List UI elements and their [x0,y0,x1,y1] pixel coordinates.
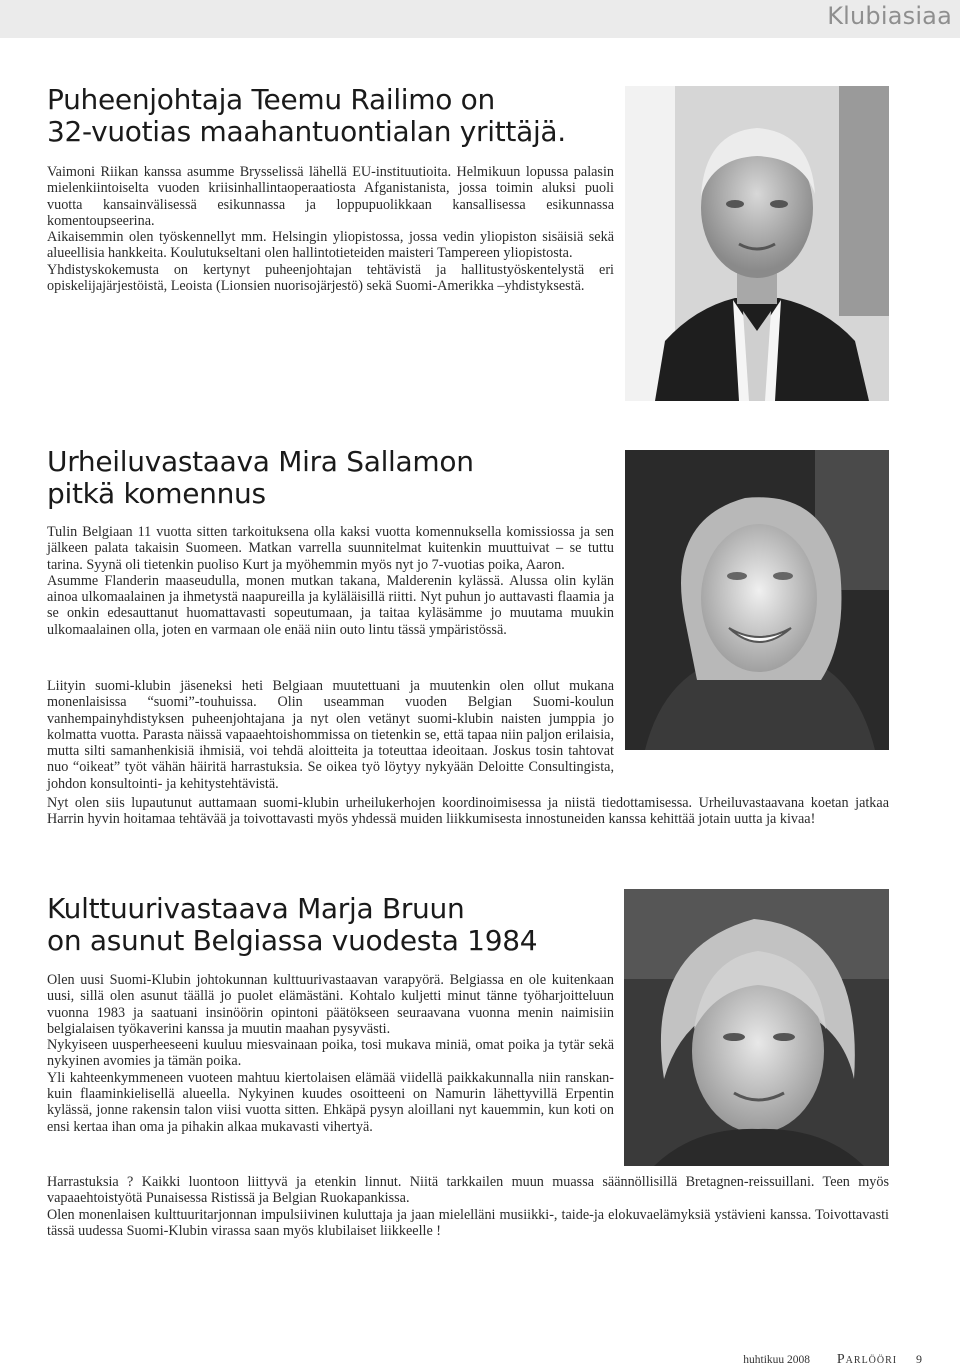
portrait-photo [625,86,889,401]
article-heading [47,893,537,957]
article-body [47,1174,889,1239]
paragraph: Tulin Belgiaan 11 vuotta sitten tarkoituksena olla kaksi vuotta komennuksella komissiossa ja sen jälkeen palata takaisin Suomeen. Matkan varrella suunnitelmat kuitenkin muuttuivat – se tuttu tarina. Syynä oli tietenkin puoliso Kurt ja myöhemmin myös nyt jo 7-vuotias poika, Aaron. [47,524,614,573]
article-body [47,678,614,792]
top-banner [0,0,960,38]
heading-line: Puheenjohtaja Teemu Railimo on [47,83,495,116]
paragraph: Yhdistyskokemusta on kertynyt puheenjohtajan tehtävistä ja hallitustyöskentelystä eri opiskelijajärjestöistä, Leoista (Lionsien nuorisojärjestö) sekä Suomi-Amerikka –yhdistyksestä. [47,261,614,295]
paragraph: Nykyiseen uusperheeseeni kuuluu miesvainaan poika, tosi mukava miniä, omat poika ja tytär sekä nykyinen avomies ja tämän poika. [47,1037,614,1070]
paragraph: Asumme Flanderin maaseudulla, monen mutkan takana, Malderenin kylässä. Alussa olin kylän ainoa ulkomaalainen ja ihmetystä naapureilla ja kyläläisillä riitti. Nyt puhun jo auttavasti flaamia ja se onkin edesauttanut huomattavasti sopeutumaan, ja taitaa kyläsämme jo muutama muukin ulkomaalainen olla, joten en varmaan ole enää niin outo lintu tässä ympäristössä. [47,572,614,638]
paragraph: Olen uusi Suomi-Klubin johtokunnan kulttuurivastaavan varapyörä. Belgiassa en ole kuitenkaan uusi, sillä olen asunut täällä jo puolet elämästäni. Kohtalo kuljetti minut tänne työharjoitteluun vuonna 1983 ja saatuani insinöörin opintoni päätökseen seuraavana vuonna menin naimisiin belgialaisen työkaverini kanssa ja muutin maahan pysyvästi. [47,972,614,1037]
portrait-photo [624,889,889,1166]
issue-date: huhtikuu 2008 [743,1354,811,1366]
section-label: Klubiasiaa [827,2,952,30]
paragraph: Yli kahteenkymmeneen vuoteen mahtuu kiertolaisen elämää viidellä paikkakunnalla niin ranskan- kuin flaaminkielisellä alueella. Nykyinen kuudes osoitteeni on Namurin lähettyvillä Erpentin kylässä, jonne rakensin talon viisi vuotta sitten. Ehkäpä pysyn aloillani nyt kauemmin, kun koti on ensi kertaa ihan oma ja pihakin alkaa mukavasti vihertyä. [47,1069,614,1135]
paragraph: Olen monenlaisen kulttuuritarjonnan impulsiivinen kuluttaja ja jaan mielelläni musiikki-, taide-ja elokuvaelämyksiä ystävieni kanssa. Toivottavasti tässä uudessa Suomi-Klubin virassa saan myös klubilaiset liikkeelle ! [47,1206,889,1239]
page-number: 9 [916,1352,922,1366]
paragraph: Liityin suomi-klubin jäseneksi heti Belgiaan muutettuani ja muutenkin olen ollut mukana monenlaisissa “suomi”-touhuissa. Olin useamman vuoden Belgian Suomi-koulun vanhempainyhdistyksen puheenjohtajana ja nyt olen vetänyt suomi-klubin naisten jumppia jo kolmatta vuotta. Parasta näissä vapaaehtoishommissa on tietenkin se, että tapaa niin paljon erilaisia, mutta silti samanhenkisiä ihmisiä, voi tehdä aloitteita ja toteuttaa ideoitaan. Joskus tosin tahtovat nuo “oikeat” työt vähän häiritä harrastuksia. Se oikea työ löytyy nykyään Deloitte Consultingista, johdon konsultointi- ja kehitystehtävistä. [47,678,614,792]
heading-line: pitkä komennus [47,477,266,510]
article-heading [47,446,474,510]
article-body [47,164,614,294]
page-footer [743,1352,922,1368]
article-body [47,972,614,1135]
magazine-name: Parlööri [836,1352,898,1367]
article-body [47,795,889,828]
paragraph: Aikaisemmin olen työskennellyt mm. Helsingin yliopistossa, jossa vedin yliopiston sisäisiä sekä alueellisia hankkeita. Koulutukseltani olen hallintotieteiden maisteri Tampereen yliopistosta. [47,229,614,262]
heading-line: Urheiluvastaava Mira Sallamon [47,445,474,478]
paragraph: Vaimoni Riikan kanssa asumme Brysselissä lähellä EU-instituutioita. Helmikuun lopussa palasin mielenkiintoiselta vuoden kriisinhallintaoperaatiosta Afganistanista, jossa toimin aluksi puoli vuotta kansainvälisessä esikunnassa ja loppupuolikkaan kansallisessa esikunnassa komentoupseerina. [47,164,614,229]
portrait-photo [625,450,889,750]
heading-line: on asunut Belgiassa vuodesta 1984 [47,924,538,957]
heading-line: 32-vuotias maahantuontialan yrittäjä. [47,115,566,148]
heading-line: Kulttuurivastaava Marja Bruun [47,892,465,925]
article-body [47,524,614,638]
paragraph: Harrastuksia ? Kaikki luontoon liittyvä ja etenkin linnut. Niitä tarkkailen muun muassa säännöllisillä Bretagnen-reissuillani. Teen myös vapaaehtoistyötä Punaisessa Ristissä ja Belgian Ruokapankissa. [47,1174,889,1207]
article-heading [47,84,566,148]
paragraph: Nyt olen siis lupautunut auttamaan suomi-klubin urheilukerhojen koordinoimisessa ja niistä tiedottamisessa. Urheiluvastaavana koetan jatkaa Harrin hyvin hoitamaa tehtävää ja toivottavasti myös yhdessä muiden liikkumisesta innostuneiden kanssa kehittää jotain uutta ja kivaa! [47,795,889,828]
